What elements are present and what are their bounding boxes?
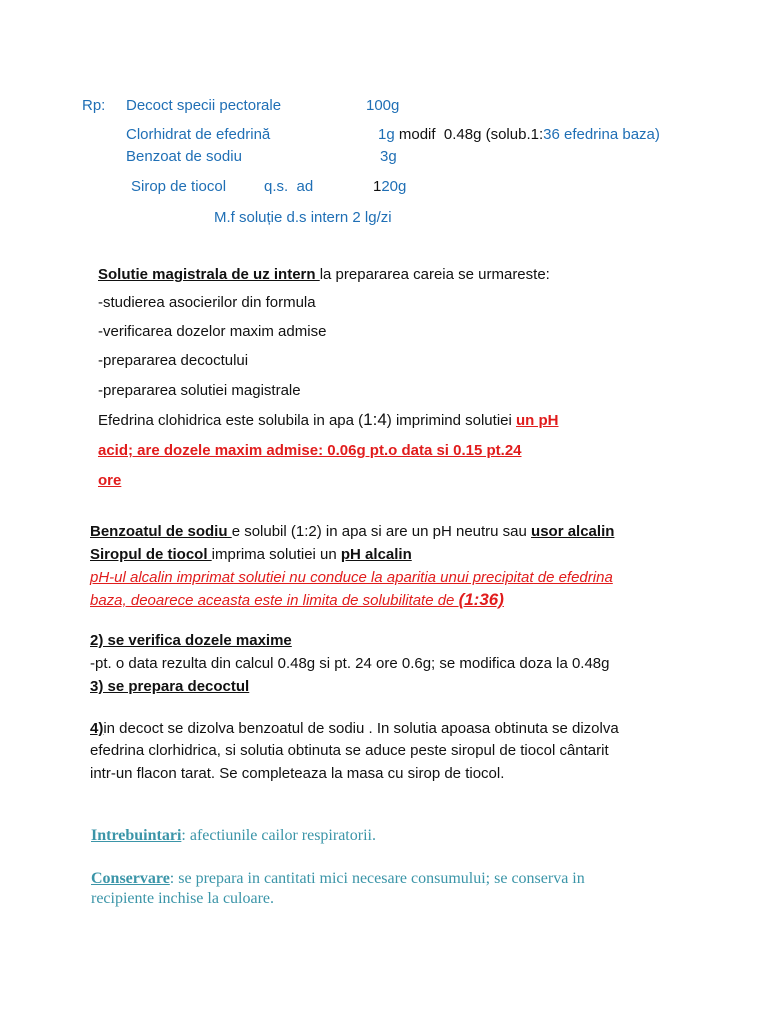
sirop-line: Siropul de tiocol imprima solutiei un pH alcalin: [90, 546, 412, 563]
storage-line1: Conservare: se prepara in cantitati mici necesare consumului; se conserva in: [91, 870, 585, 887]
intro-heading: Solutie magistrala de uz intern la prepararea careia se urmareste:: [98, 266, 550, 283]
step-item: -verificarea dozelor maxim admise: [98, 323, 327, 340]
storage-line2: recipiente inchise la culoare.: [91, 890, 275, 907]
section2-text: -pt. o data rezulta din calcul 0.48g si pt. 24 ore 0.6g; se modifica doza la 0.48g: [90, 655, 610, 672]
step-item: -prepararea decoctului: [98, 352, 249, 369]
rx-item-name: Decoct specii pectorale: [126, 97, 282, 114]
rx-item-name: Sirop de tiocol: [131, 178, 227, 195]
section4-line2: efedrina clorhidrica, si solutia obtinuta se aduce peste siropul de tiocol cântarit: [90, 742, 609, 759]
benzoat-line: Benzoatul de sodiu e solubil (1:2) in apa si are un pH neutru sau usor alcalin: [90, 523, 615, 540]
rx-signa: M.f soluție d.s intern 2 lg/zi: [214, 209, 392, 226]
rx-item-qty: 100g: [366, 97, 400, 114]
efedrina-dose-line: acid; are dozele maxim admise: 0.06g pt.o data si 0.15 pt.24: [98, 442, 522, 459]
efedrina-dose-end: ore: [98, 472, 122, 489]
rx-qs: q.s. ad: [264, 178, 314, 195]
efedrina-line: Efedrina clohidrica este solubila in apa (1:4) imprimind solutiei un pH: [98, 410, 559, 429]
alkaline-note-line1: pH-ul alcalin imprimat solutiei nu conduce la aparitia unui precipitat de efedrina: [90, 569, 613, 586]
section4-line1: 4)in decoct se dizolva benzoatul de sodiu . In solutia apoasa obtinuta se dizolva: [90, 720, 619, 737]
rx-item-qty: 120g: [373, 178, 407, 195]
section3-heading: 3) se prepara decoctul: [90, 678, 250, 695]
section2-heading: 2) se verifica dozele maxime: [90, 632, 292, 649]
step-item: -studierea asocierilor din formula: [98, 294, 316, 311]
rx-item-name: Clorhidrat de efedrină: [126, 126, 271, 143]
rx-item-name: Benzoat de sodiu: [126, 148, 242, 165]
step-item: -prepararea solutiei magistrale: [98, 382, 301, 399]
rp-label: Rp:: [82, 97, 106, 114]
rx-item-qty: 3g: [380, 148, 397, 165]
usage-line: Intrebuintari: afectiunile cailor respiratorii.: [91, 827, 376, 844]
section4-line3: intr-un flacon tarat. Se completeaza la masa cu sirop de tiocol.: [90, 765, 505, 782]
alkaline-note-line2: baza, deoarece aceasta este in limita de solubilitate de (1:36): [90, 590, 504, 609]
rx-item-qty: 1g modif 0.48g (solub.1:36 efedrina baza): [378, 126, 660, 143]
